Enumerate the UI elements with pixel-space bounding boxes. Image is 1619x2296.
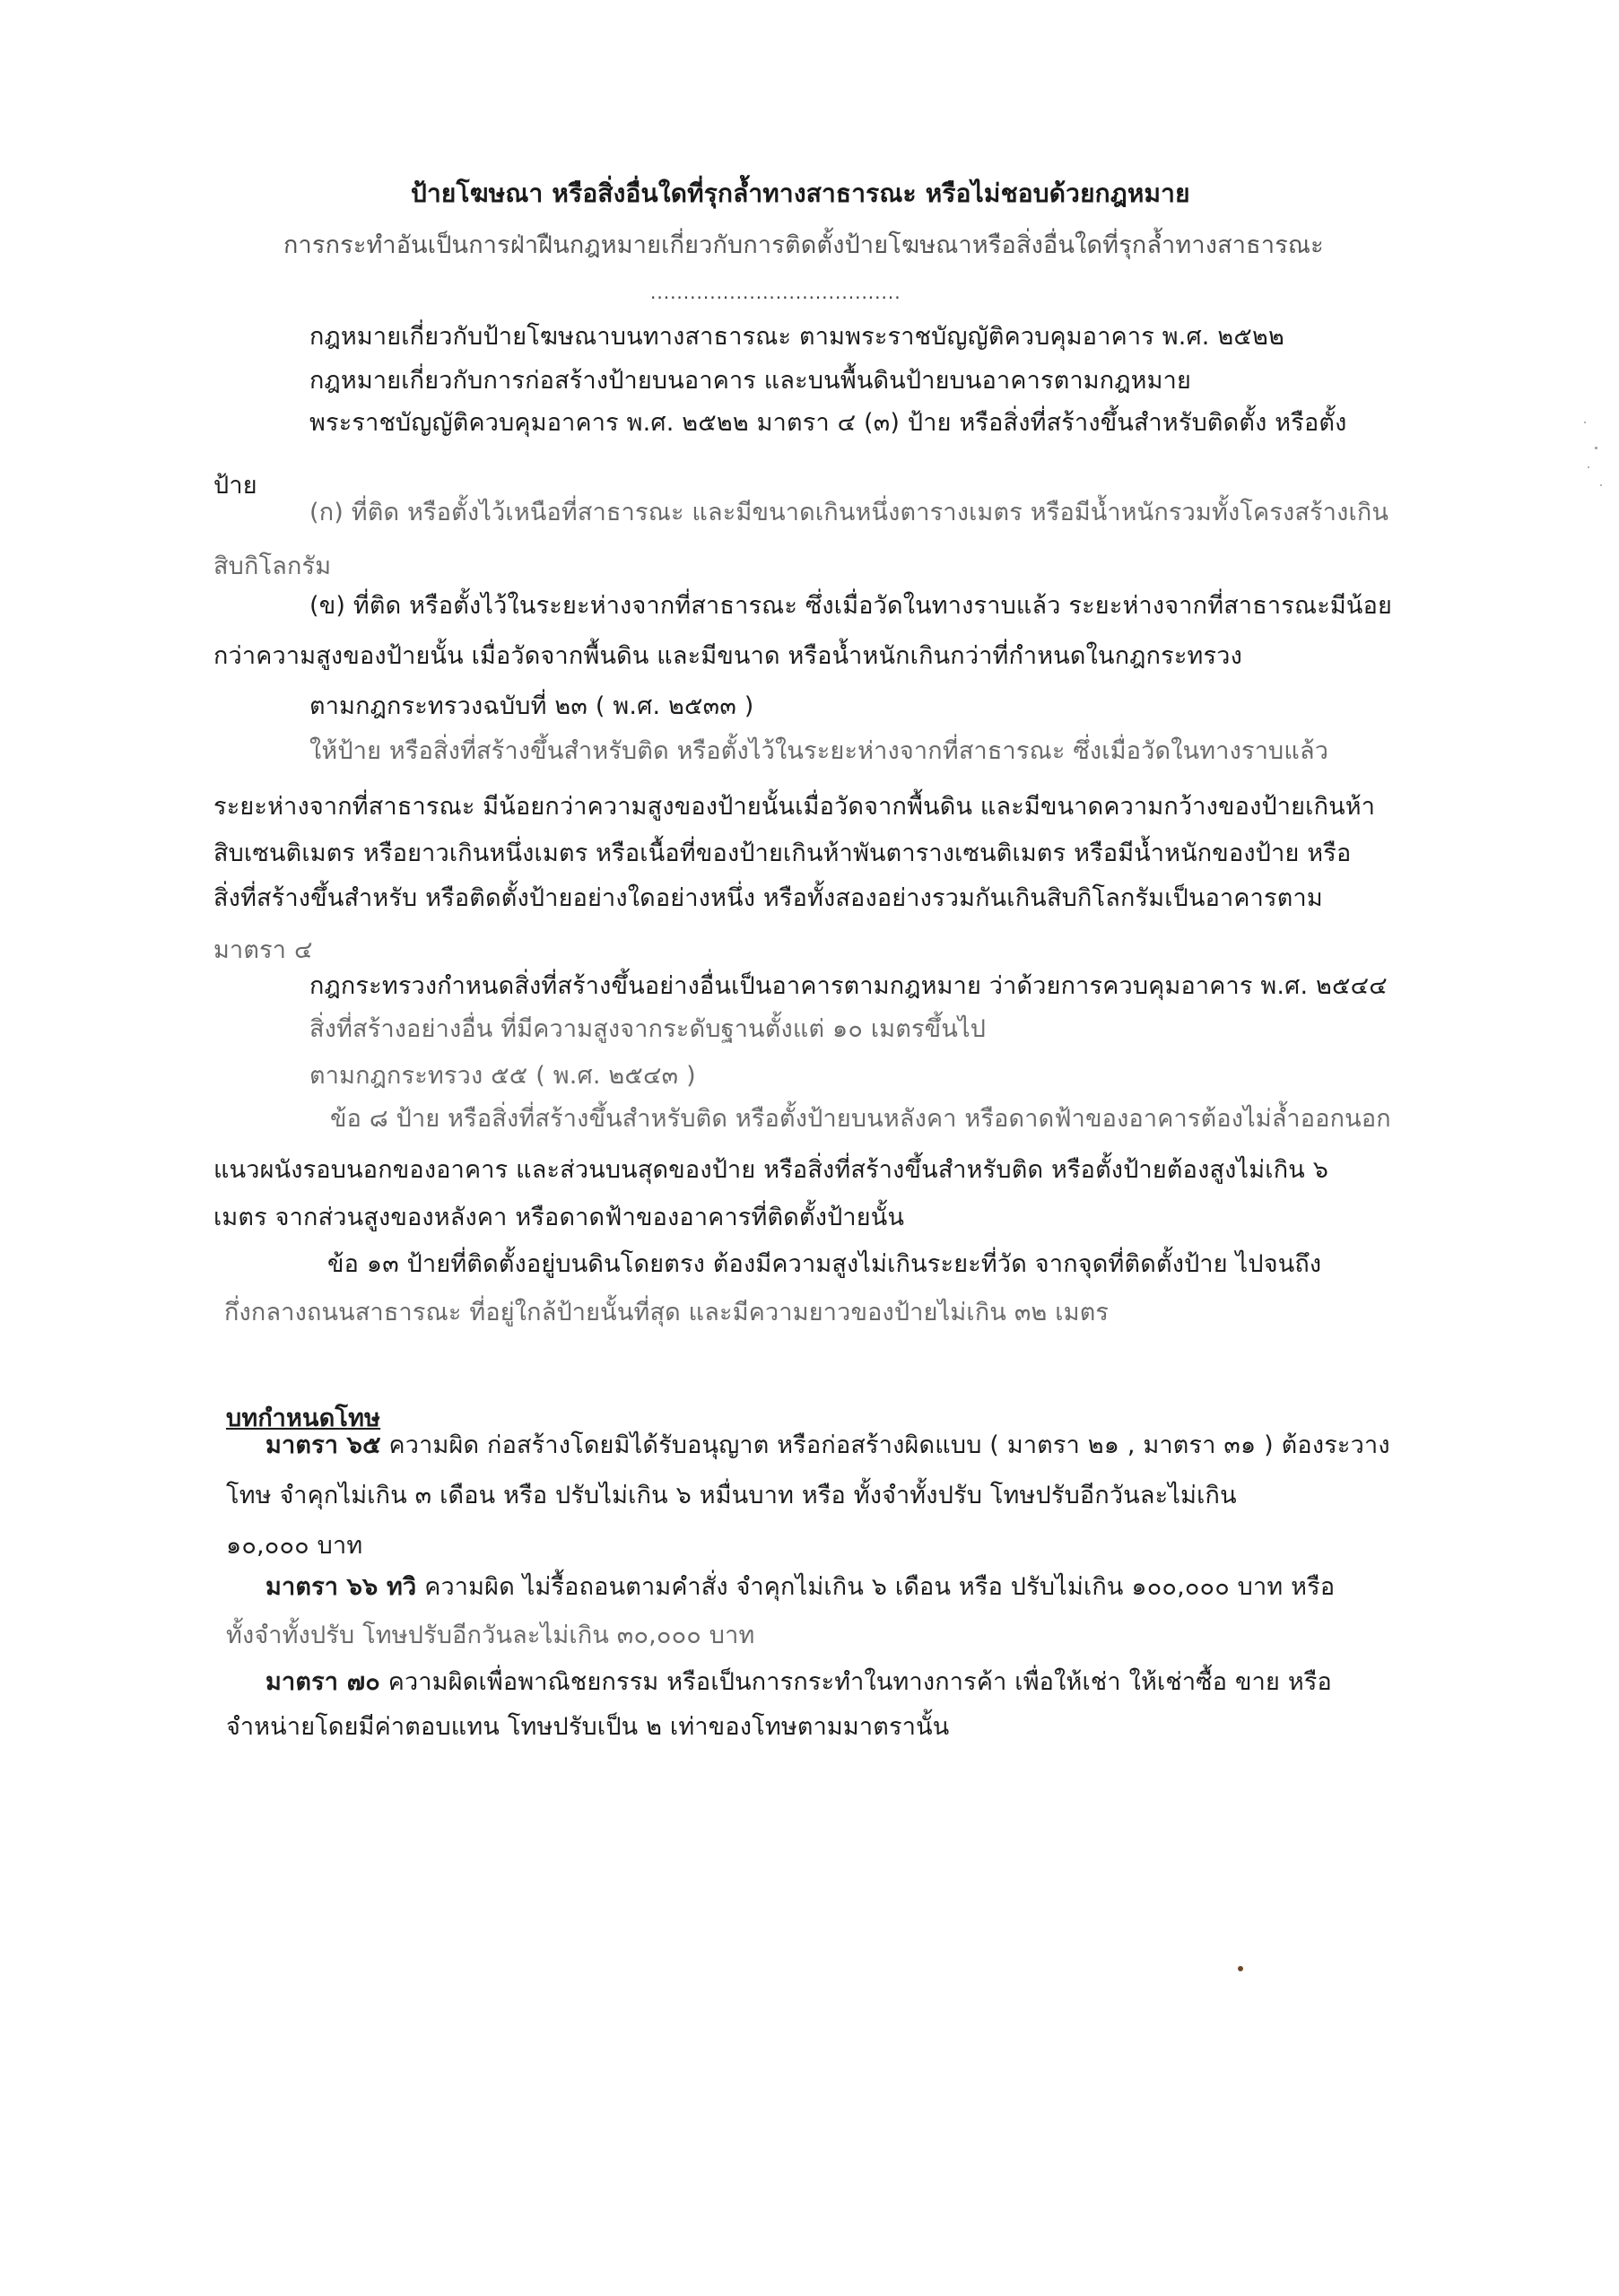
body-line: กฎกระทรวงกำหนดสิ่งที่สร้างขึ้นอย่างอื่นเป็นอาคารตามกฎหมาย ว่าด้วยการควบคุมอาคาร พ.ศ. ๒๕๔๔ bbox=[309, 972, 1388, 1000]
separator-line: ...................................... bbox=[650, 282, 901, 303]
scan-speck bbox=[1584, 422, 1586, 423]
section-label: มาตรา ๗๐ bbox=[265, 1668, 380, 1696]
body-line: เมตร จากส่วนสูงของหลังคา หรือดาดฟ้าของอาคารที่ติดตั้งป้ายนั้น bbox=[213, 1204, 905, 1231]
penalty-text: ความผิด ไม่รื้อถอนตามคำสั่ง จำคุกไม่เกิน ๖ เดือน หรือ ปรับไม่เกิน ๑๐๐,๐๐๐ บาท หรือ bbox=[416, 1573, 1336, 1601]
penalty-line: ทั้งจำทั้งปรับ โทษปรับอีกวันละไม่เกิน ๓๐,๐๐๐ บาท bbox=[226, 1622, 755, 1649]
body-line: ป้าย bbox=[213, 472, 257, 500]
body-line: ตามกฎกระทรวง ๕๕ ( พ.ศ. ๒๕๔๓ ) bbox=[309, 1062, 696, 1090]
section-label: มาตรา ๖๕ bbox=[265, 1431, 381, 1459]
body-line: กึ่งกลางถนนสาธารณะ ที่อยู่ใกล้ป้ายนั้นที่สุด และมีความยาวของป้ายไม่เกิน ๓๒ เมตร bbox=[224, 1299, 1110, 1326]
body-line: (ก) ที่ติด หรือตั้งไว้เหนือที่สาธารณะ และมีขนาดเกินหนึ่งตารางเมตร หรือมีน้ำหนักรวมทั้งโครงสร้างเกิน bbox=[309, 499, 1389, 526]
penalty-text: ความผิดเพื่อพาณิชยกรรม หรือเป็นการกระทำในทางการค้า เพื่อให้เช่า ให้เช่าซื้อ ขาย หรือ bbox=[379, 1668, 1332, 1696]
penalty-paragraph bbox=[265, 1428, 1390, 1464]
penalty-text: ความผิด ก่อสร้างโดยมิได้รับอนุญาต หรือก่อสร้างผิดแบบ ( มาตรา ๒๑ , มาตรา ๓๑ ) ต้องระวาง bbox=[380, 1431, 1390, 1459]
body-line: สิ่งที่สร้างอย่างอื่น ที่มีความสูงจากระดับฐานตั้งแต่ ๑๐ เมตรขึ้นไป bbox=[309, 1015, 987, 1043]
body-line: กฎหมายเกี่ยวกับป้ายโฆษณาบนทางสาธารณะ ตามพระราชบัญญัติควบคุมอาคาร พ.ศ. ๒๕๒๒ bbox=[309, 323, 1285, 351]
penalty-line: จำหน่ายโดยมีค่าตอบแทน โทษปรับเป็น ๒ เท่าของโทษตามมาตรานั้น bbox=[226, 1713, 950, 1741]
body-line: ระยะห่างจากที่สาธารณะ มีน้อยกว่าความสูงของป้ายนั้นเมื่อวัดจากพื้นดิน และมีขนาดความกว้างของป้ายเกินห้า bbox=[213, 793, 1376, 821]
scan-speck bbox=[1588, 466, 1589, 468]
scan-speck bbox=[1238, 1966, 1243, 1971]
penalty-heading: บทกำหนดโทษ bbox=[226, 1405, 381, 1432]
body-line: ให้ป้าย หรือสิ่งที่สร้างขึ้นสำหรับติด หรือตั้งไว้ในระยะห่างจากที่สาธารณะ ซึ่งเมื่อวัดในทางราบแล้ว bbox=[309, 737, 1329, 765]
penalty-line: ๑๐,๐๐๐ บาท bbox=[226, 1532, 363, 1560]
body-line: กฎหมายเกี่ยวกับการก่อสร้างป้ายบนอาคาร และบนพื้นดินป้ายบนอาคารตามกฎหมาย bbox=[309, 367, 1192, 395]
body-line: ตามกฎกระทรวงฉบับที่ ๒๓ ( พ.ศ. ๒๕๓๓ ) bbox=[309, 692, 754, 720]
document-subtitle: การกระทำอันเป็นการฝ่าฝืนกฎหมายเกี่ยวกับการติดตั้งป้ายโฆษณาหรือสิ่งอื่นใดที่รุกล้ำทางสาธารณะ bbox=[283, 231, 1324, 259]
section-label: มาตรา ๖๖ ทวิ bbox=[265, 1573, 417, 1601]
penalty-paragraph bbox=[265, 1665, 1332, 1700]
body-line: ข้อ ๘ ป้าย หรือสิ่งที่สร้างขึ้นสำหรับติด หรือตั้งป้ายบนหลังคา หรือดาดฟ้าของอาคารต้องไม่ล้ำออกนอก bbox=[330, 1105, 1391, 1133]
scan-speck bbox=[1595, 447, 1597, 449]
body-line: กว่าความสูงของป้ายนั้น เมื่อวัดจากพื้นดิน และมีขนาด หรือน้ำหนักเกินกว่าที่กำหนดในกฎกระทรวง bbox=[213, 642, 1242, 670]
scan-speck bbox=[1600, 484, 1602, 486]
penalty-line: โทษ จำคุกไม่เกิน ๓ เดือน หรือ ปรับไม่เกิน ๖ หมื่นบาท หรือ ทั้งจำทั้งปรับ โทษปรับอีกวันละไม่เกิน bbox=[226, 1482, 1237, 1509]
body-line: ข้อ ๑๓ ป้ายที่ติดตั้งอยู่บนดินโดยตรง ต้องมีความสูงไม่เกินระยะที่วัด จากจุดที่ติดตั้งป้าย ไปจนถึง bbox=[327, 1250, 1322, 1278]
body-line: สิบกิโลกรัม bbox=[213, 552, 332, 580]
body-line: สิ่งที่สร้างขึ้นสำหรับ หรือติดตั้งป้ายอย่างใดอย่างหนึ่ง หรือทั้งสองอย่างรวมกันเกินสิบกิโลกรัมเป็นอาคารตาม bbox=[213, 884, 1323, 912]
body-line: (ข) ที่ติด หรือตั้งไว้ในระยะห่างจากที่สาธารณะ ซึ่งเมื่อวัดในทางราบแล้ว ระยะห่างจากที่สาธารณะมีน้อย bbox=[309, 592, 1393, 620]
body-line: มาตรา ๔ bbox=[213, 936, 313, 964]
body-line: แนวผนังรอบนอกของอาคาร และส่วนบนสุดของป้าย หรือสิ่งที่สร้างขึ้นสำหรับติด หรือตั้งป้ายต้องสูงไม่เกิน ๖ bbox=[213, 1156, 1329, 1184]
penalty-paragraph bbox=[265, 1570, 1335, 1605]
body-line: สิบเซนติเมตร หรือยาวเกินหนึ่งเมตร หรือเนื้อที่ของป้ายเกินห้าพันตารางเซนติเมตร หรือมีน้ำหนักของป้าย หรือ bbox=[213, 839, 1352, 867]
document-title: ป้ายโฆษณา หรือสิ่งอื่นใดที่รุกล้ำทางสาธารณะ หรือไม่ชอบด้วยกฎหมาย bbox=[411, 178, 1190, 208]
body-line: พระราชบัญญัติควบคุมอาคาร พ.ศ. ๒๕๒๒ มาตรา ๔ (๓) ป้าย หรือสิ่งที่สร้างขึ้นสำหรับติดตั้ง หรือตั้ง bbox=[309, 409, 1347, 437]
